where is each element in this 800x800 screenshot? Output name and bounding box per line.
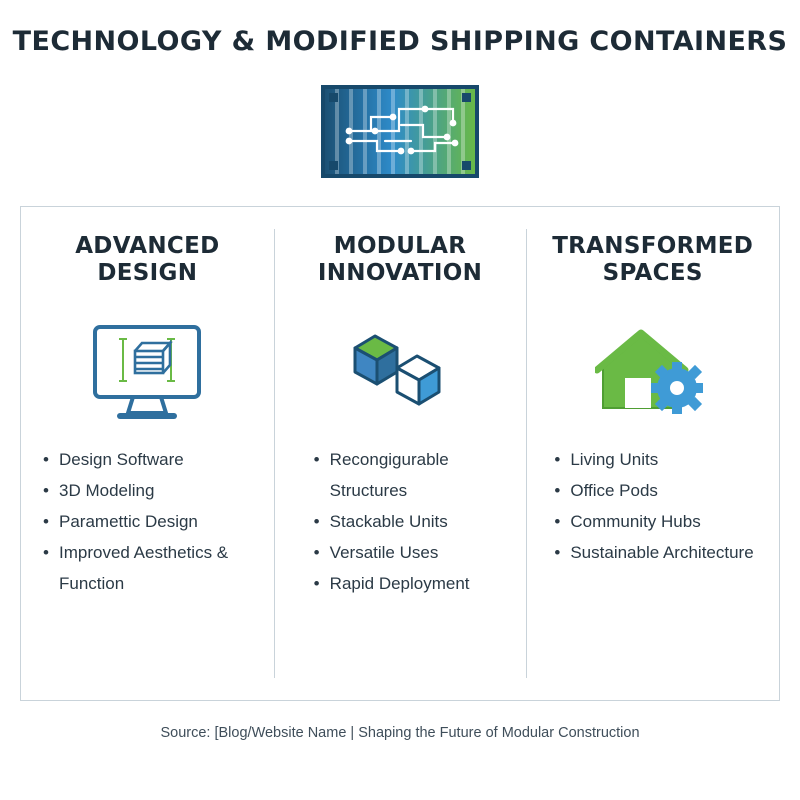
- list-item: • Paramettic Design: [43, 507, 256, 538]
- list-item: • Rapid Deployment: [314, 569, 509, 600]
- list-item: • Recongigurable Structures: [314, 445, 509, 507]
- column-title: TRANSFORMED SPACES: [552, 233, 754, 287]
- shipping-container-circuit-icon: [315, 79, 485, 184]
- bullet-list: [544, 445, 761, 569]
- bullet-list: [39, 445, 256, 600]
- list-item: • Design Software: [43, 445, 256, 476]
- page-title: TECHNOLOGY & MODIFIED SHIPPING CONTAINERS: [12, 26, 788, 57]
- list-item: • Community Hubs: [554, 507, 761, 538]
- list-item: • Versatile Uses: [314, 538, 509, 569]
- list-item: • Living Units: [554, 445, 761, 476]
- source-caption: Source: [Blog/Website Name | Shaping the Future of Modular Construction: [160, 725, 640, 741]
- stacked-cubes-icon: [345, 317, 455, 427]
- desktop-monitor-blueprint-icon: [83, 317, 211, 427]
- list-item: • Improved Aesthetics & Function: [43, 538, 256, 600]
- column-title: ADVANCED DESIGN: [75, 233, 220, 287]
- house-gear-icon: [595, 317, 710, 427]
- list-item: • Stackable Units: [314, 507, 509, 538]
- list-item: • Sustainable Architecture: [554, 538, 761, 569]
- three-column-panel: [20, 206, 780, 701]
- column-title: MODULAR INNOVATION: [317, 233, 483, 287]
- list-item: • Office Pods: [554, 476, 761, 507]
- column-advanced-design: [21, 207, 274, 700]
- column-transformed-spaces: [526, 207, 779, 700]
- bullet-list: [292, 445, 509, 600]
- column-modular-innovation: [274, 207, 527, 700]
- list-item: • 3D Modeling: [43, 476, 256, 507]
